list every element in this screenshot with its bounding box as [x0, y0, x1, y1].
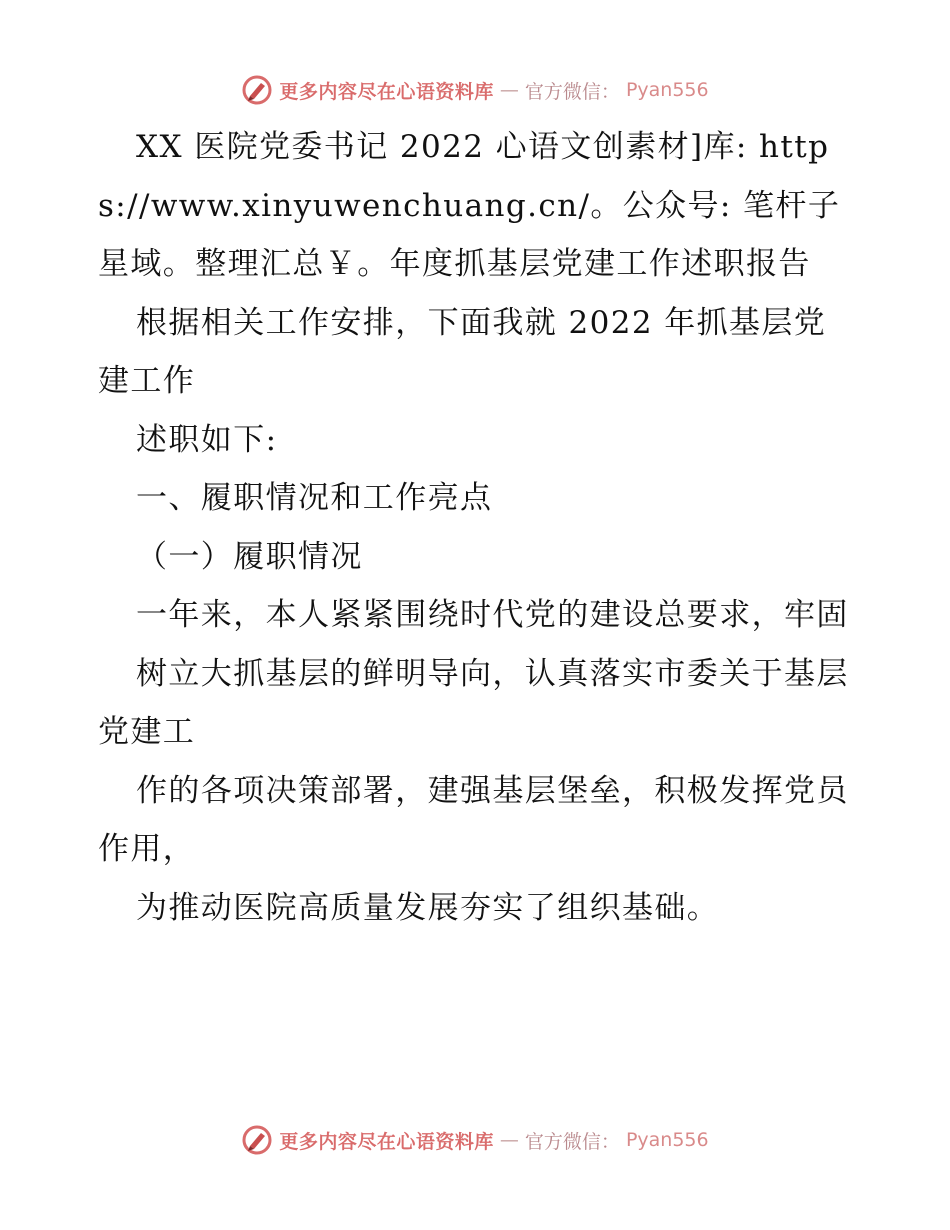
banner-wechat-id: Pyan556: [625, 79, 709, 101]
pen-circle-logo-icon: [241, 74, 273, 106]
banner-wechat-label: 官方微信：: [524, 1130, 620, 1153]
banner-text: 更多内容尽在心语资料库: [279, 80, 494, 103]
footer-banner: [0, 1120, 950, 1160]
paragraph-body-1: 一年来，本人紧紧围绕时代党的建设总要求，牢固: [136, 597, 849, 633]
header-banner: [0, 70, 950, 110]
paragraph-body-3: 作的各项决策部署，建强基层堡垒，积极发挥党员作用，: [98, 772, 849, 867]
section-heading: 一、履职情况和工作亮点: [136, 480, 493, 516]
paragraph-body-4: 为推动医院高质量发展夯实了组织基础。: [136, 889, 720, 926]
paragraph-body-2: 树立大抓基层的鲜明导向，认真落实市委关于基层党建工: [98, 655, 849, 750]
paragraph-title: XX 医院党委书记 2022 心语文创素材]库: https://www.xinyuwenchuang.cn/。公众号: 笔杆子星域。整理汇总￥。年度抓基层党建工作述职报告: [98, 129, 841, 282]
banner-wechat-id: Pyan556: [625, 1129, 709, 1151]
banner-separator: —: [499, 79, 519, 101]
banner-text: 更多内容尽在心语资料库: [279, 1130, 494, 1153]
paragraph-report-heading: 述职如下:: [136, 421, 278, 458]
pen-circle-logo-icon: [241, 1124, 273, 1156]
subsection-heading: （一）履职情况: [136, 538, 363, 575]
banner-separator: —: [499, 1129, 519, 1151]
document-body: [98, 118, 858, 937]
banner-wechat-label: 官方微信：: [524, 80, 620, 103]
paragraph-intro: 根据相关工作安排，下面我就 2022 年抓基层党建工作: [98, 304, 827, 399]
